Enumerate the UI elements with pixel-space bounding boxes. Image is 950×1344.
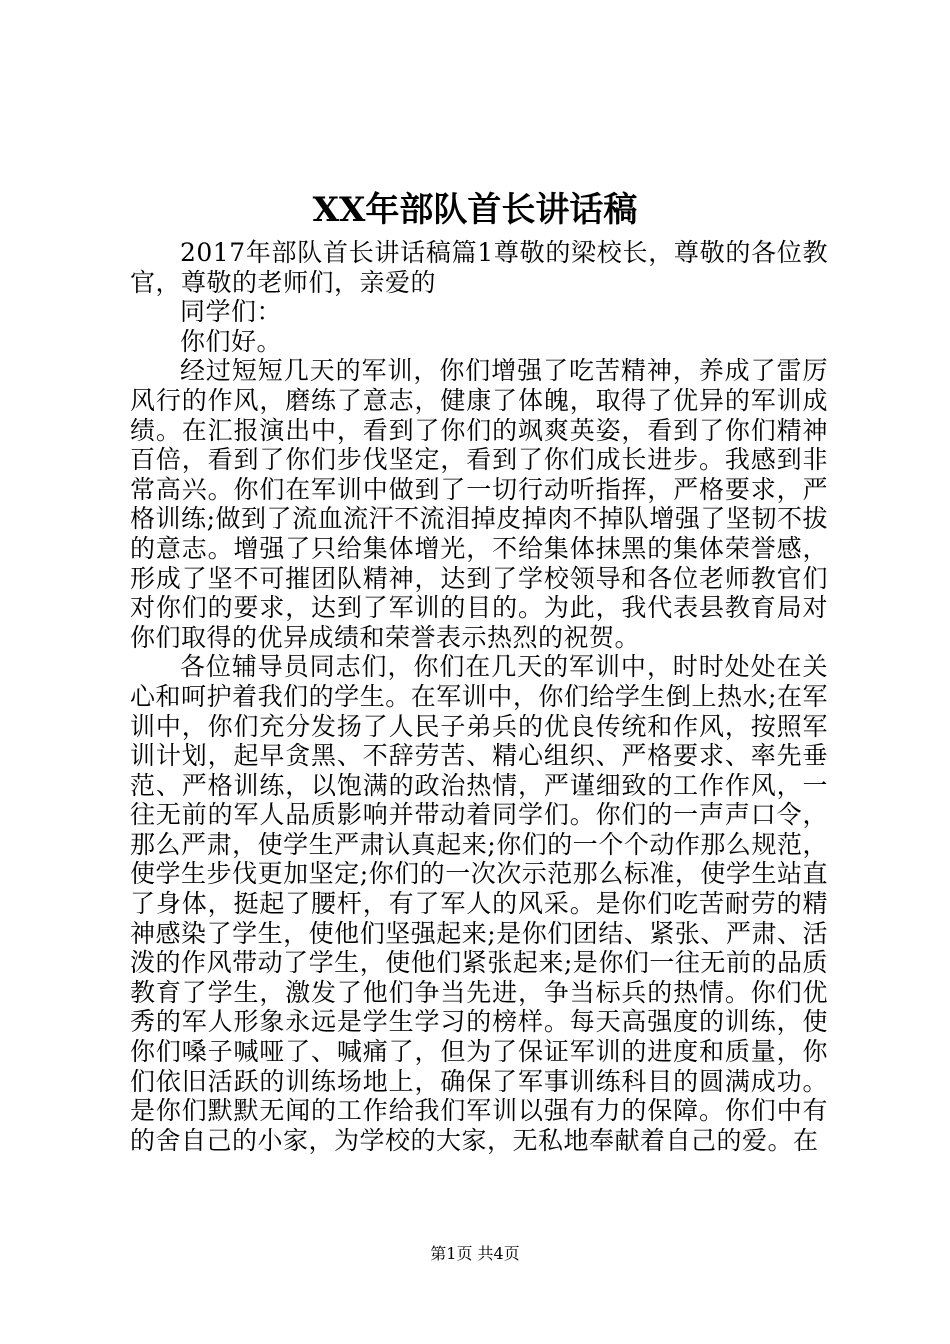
paragraph-salutation: 2017年部队首长讲话稿篇1尊敬的梁校长，尊敬的各位教官，尊敬的老师们，亲爱的 <box>130 238 828 297</box>
paragraph-training-results: 经过短短几天的军训，你们增强了吃苦精神，养成了雷厉风行的作风，磨练了意志，健康了体魄，取得了优异的军训成绩。在汇报演出中，看到了你们的飒爽英姿，看到了你们精神百倍，看到了你们步伐坚定，看到了你们成长进步。我感到非常高兴。你们在军训中做到了一切行动听指挥，严格要求，严格训练;做到了流血流汗不流泪掉皮掉肉不掉队增强了坚韧不拔的意志。增强了只给集体增光，不给集体抹黑的集体荣誉感，形成了坚不可摧团队精神，达到了学校领导和各位老师教官们对你们的要求，达到了军训的目的。为此，我代表县教育局对你们取得的优异成绩和荣誉表示热烈的祝贺。 <box>130 356 828 652</box>
document-body <box>130 238 828 1155</box>
page-number-footer: 第1页 共4页 <box>430 1244 520 1263</box>
paragraph-hello: 你们好。 <box>180 326 283 356</box>
paragraph-greeting-students: 同学们： <box>180 297 283 327</box>
document-title: XX年部队首长讲话稿 <box>312 190 638 230</box>
paragraph-instructors: 各位辅导员同志们，你们在几天的军训中，时时处处在关心和呵护着我们的学生。在军训中，你们给学生倒上热水;在军训中，你们充分发扬了人民子弟兵的优良传统和作风，按照军训计划，起早贪黑、不辞劳苦、精心组织、严格要求、率先垂范、严格训练，以饱满的政治热情，严谨细致的工作作风，一往无前的军人品质影响并带动着同学们。你们的一声声口令，那么严肃，使学生严肃认真起来;你们的一个个动作那么规范，使学生步伐更加坚定;你们的一次次示范那么标准，使学生站直了身体，挺起了腰杆，有了军人的风采。是你们吃苦耐劳的精神感染了学生，使他们坚强起来;是你们团结、紧张、严肃、活泼的作风带动了学生，使他们紧张起来;是你们一往无前的品质教育了学生，激发了他们争当先进，争当标兵的热情。你们优秀的军人形象永远是学生学习的榜样。每天高强度的训练，使你们嗓子喊哑了、喊痛了，但为了保证军训的进度和质量，你们依旧活跃的训练场地上，确保了军事训练科目的圆满成功。是你们默默无闻的工作给我们军训以强有力的保障。你们中有的舍自己的小家，为学校的大家，无私地奉献着自己的爱。在 <box>130 652 828 1155</box>
